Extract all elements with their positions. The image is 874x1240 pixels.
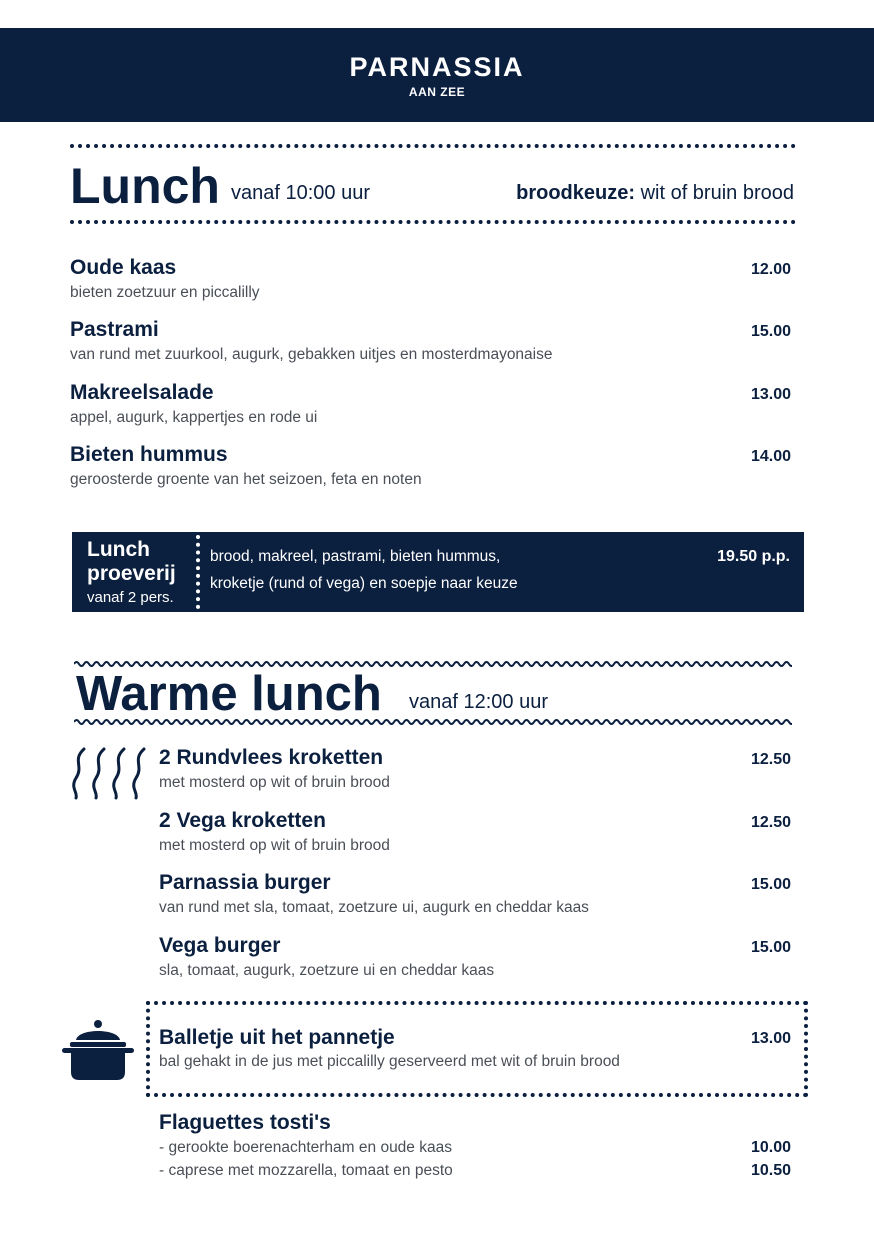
- menu-item-desc: bieten zoetzuur en piccalilly: [70, 284, 260, 301]
- menu-item-price: 14.00: [750, 448, 791, 465]
- menu-item-desc: geroosterde groente van het seizoen, feta en noten: [70, 471, 422, 488]
- brand-logo-text: PARNASSIA: [349, 52, 525, 82]
- menu-item-price: 13.00: [750, 1030, 791, 1047]
- menu-item-name: Balletje uit het pannetje: [159, 1026, 395, 1049]
- proeverij-title-line1: Lunch: [87, 538, 150, 561]
- proeverij-desc-line1: brood, makreel, pastrami, bieten hummus,: [210, 548, 501, 565]
- menu-item-name: Bieten hummus: [70, 443, 228, 466]
- dotted-divider-bottom: [70, 220, 796, 224]
- lunch-proeverij-box: [72, 532, 804, 612]
- menu-item-name: 2 Vega kroketten: [159, 809, 326, 832]
- menu-item-price: 12.00: [750, 261, 791, 278]
- tosti-option-desc: - caprese met mozzarella, tomaat en pesto: [159, 1162, 453, 1179]
- menu-item-desc: bal gehakt in de jus met piccalilly geserveerd met wit of bruin brood: [159, 1053, 620, 1070]
- dotted-divider-top: [70, 144, 796, 148]
- proeverij-title-line2: proeverij: [87, 562, 176, 585]
- lunch-time: vanaf 10:00 uur: [231, 182, 370, 204]
- menu-item-desc: met mosterd op wit of bruin brood: [159, 774, 390, 791]
- warme-lunch-time: vanaf 12:00 uur: [409, 691, 548, 713]
- proeverij-price: 19.50 p.p.: [717, 548, 790, 565]
- menu-item-desc: met mosterd op wit of bruin brood: [159, 837, 390, 854]
- menu-item-desc: sla, tomaat, augurk, zoetzure ui en cheddar kaas: [159, 962, 495, 979]
- menu-item-name: Parnassia burger: [159, 871, 331, 894]
- tosti-option-desc: - gerookte boerenachterham en oude kaas: [159, 1139, 452, 1156]
- lunch-title: Lunch: [70, 158, 220, 214]
- proeverij-separator: [196, 535, 200, 609]
- steam-icon: [70, 746, 152, 802]
- bread-choice-value: wit of bruin brood: [635, 182, 794, 204]
- bread-choice-label: broodkeuze:: [516, 182, 636, 204]
- menu-item-desc: van rund met zuurkool, augurk, gebakken uitjes en mosterdmayonaise: [70, 346, 553, 363]
- bread-choice: [516, 182, 794, 205]
- tosti-option-price: 10.50: [750, 1162, 791, 1179]
- proeverij-desc-line2: kroketje (rund of vega) en soepje naar keuze: [210, 575, 518, 592]
- menu-item-desc: appel, augurk, kappertjes en rode ui: [70, 409, 318, 426]
- menu-item-name: Makreelsalade: [70, 381, 214, 404]
- tosti-option-price: 10.00: [750, 1139, 791, 1156]
- brand-subtitle: AAN ZEE: [408, 85, 466, 99]
- menu-item-price: 12.50: [750, 751, 791, 768]
- proeverij-persons: vanaf 2 pers.: [87, 589, 174, 606]
- menu-item-name: Oude kaas: [70, 256, 177, 279]
- wavy-divider-bottom: [74, 716, 792, 728]
- menu-item-name: Vega burger: [159, 934, 281, 957]
- warme-lunch-title: Warme lunch: [76, 667, 382, 721]
- menu-item-name: Flaguettes tosti's: [159, 1111, 331, 1134]
- menu-item-desc: van rund met sla, tomaat, zoetzure ui, augurk en cheddar kaas: [159, 899, 589, 916]
- cooking-pot-icon: [62, 1018, 134, 1082]
- menu-item-price: 13.00: [750, 386, 791, 403]
- menu-item-name: 2 Rundvlees kroketten: [159, 746, 384, 769]
- menu-item-price: 15.00: [750, 323, 791, 340]
- menu-item-name: Pastrami: [70, 318, 159, 341]
- menu-item-price: 15.00: [750, 876, 791, 893]
- menu-item-price: 12.50: [750, 814, 791, 831]
- menu-item-price: 15.00: [750, 939, 791, 956]
